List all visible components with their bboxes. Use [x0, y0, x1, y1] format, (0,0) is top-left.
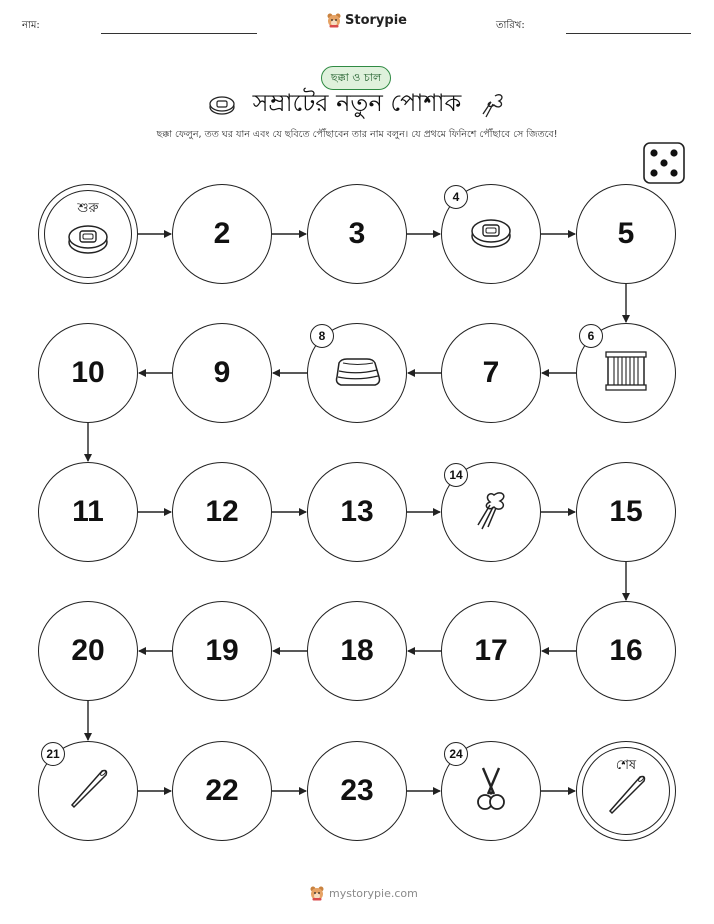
page-title: সম্রাটের নতুন পোশাক	[252, 89, 462, 117]
space-number-badge: 8	[310, 324, 334, 348]
space-number-badge: 14	[444, 463, 468, 487]
space-number: 17	[474, 634, 508, 667]
thread-bundle-icon	[470, 487, 512, 537]
scissors-icon	[469, 764, 513, 818]
needle-icon	[602, 771, 650, 823]
space-number: 3	[348, 217, 366, 250]
loom-icon	[604, 350, 648, 396]
brand-name: Storypie	[345, 12, 407, 28]
board-space-19[interactable]	[172, 601, 272, 701]
space-number: 23	[340, 774, 374, 807]
space-number: 15	[609, 495, 643, 528]
board-space-9[interactable]	[172, 323, 272, 423]
coin-icon	[65, 218, 111, 262]
space-number: 20	[71, 634, 105, 667]
space-number: 2	[213, 217, 231, 250]
space-number-badge: 6	[579, 324, 603, 348]
space-number: 9	[213, 356, 231, 389]
board-space-4[interactable]	[441, 184, 541, 284]
board-space-11[interactable]	[38, 462, 138, 562]
board-space-6[interactable]	[576, 323, 676, 423]
board-space-20[interactable]	[38, 601, 138, 701]
space-number: 7	[482, 356, 500, 389]
board-space-18[interactable]	[307, 601, 407, 701]
board-space-24[interactable]	[441, 741, 541, 841]
board-space-14[interactable]	[441, 462, 541, 562]
needle-icon	[64, 765, 112, 817]
board-space-2[interactable]	[172, 184, 272, 284]
finish-label: শেষ	[615, 758, 637, 773]
space-number: 16	[609, 634, 643, 667]
board-space-13[interactable]	[307, 462, 407, 562]
space-number: 22	[205, 774, 239, 807]
footer	[309, 885, 418, 901]
board-space-21[interactable]	[38, 741, 138, 841]
board-space-23[interactable]	[307, 741, 407, 841]
space-number: 10	[71, 356, 105, 389]
board-space-3[interactable]	[307, 184, 407, 284]
space-number: 13	[340, 495, 374, 528]
space-number-badge: 4	[444, 185, 468, 209]
space-number-badge: 21	[41, 742, 65, 766]
instructions: ছক্কা ফেলুন, তত ঘর যান এবং যে ছবিতে পৌঁছাবেন তার নাম বলুন। যে প্রথমে ফিনিশে পৌঁছাবে সে জিতবে!	[156, 129, 558, 140]
board-space-7[interactable]	[441, 323, 541, 423]
board-space-22[interactable]	[172, 741, 272, 841]
start-space[interactable]	[38, 184, 138, 284]
space-number: 18	[340, 634, 374, 667]
finish-space[interactable]	[576, 741, 676, 841]
board-space-17[interactable]	[441, 601, 541, 701]
space-number-badge: 24	[444, 742, 468, 766]
board-space-15[interactable]	[576, 462, 676, 562]
coin-icon	[468, 212, 514, 256]
date-label: তারিখ:	[496, 20, 525, 31]
folded-cloth-icon	[331, 351, 383, 395]
board-space-10[interactable]	[38, 323, 138, 423]
board-space-12[interactable]	[172, 462, 272, 562]
footer-url[interactable]: mystorypie.com	[329, 886, 418, 900]
board-space-8[interactable]	[307, 323, 407, 423]
start-label: শুরু	[77, 201, 99, 216]
space-number: 11	[72, 495, 104, 528]
board-space-5[interactable]	[576, 184, 676, 284]
name-label: নাম:	[22, 20, 40, 31]
space-number: 19	[205, 634, 239, 667]
bear-mascot-icon	[309, 885, 325, 901]
game-type-pill: ছক্কা ও চাল	[321, 66, 391, 90]
space-number: 12	[205, 495, 239, 528]
board-space-16[interactable]	[576, 601, 676, 701]
space-number: 5	[617, 217, 635, 250]
